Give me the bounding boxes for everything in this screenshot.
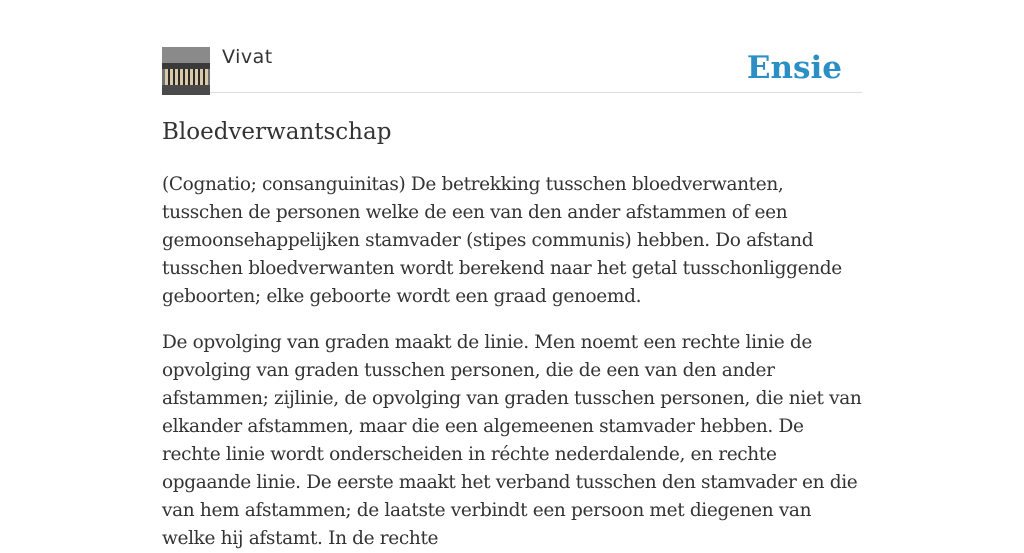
avatar-image (162, 47, 210, 95)
article-title: Bloedverwantschap (162, 119, 392, 145)
author-name[interactable]: Vivat (222, 46, 273, 68)
header (162, 0, 862, 93)
article-paragraph: (Cognatio; consanguinitas) De betrekking tusschen bloedverwanten, tusschen de personen welke de een van den ander afstammen of een gemoonsehappelijken stamvader (stipes communis) hebben. Do afstand tusschen bloedverwanten wordt berekend naar het getal tusschonliggende geboorten; elke geboorte wordt een graad genoemd. (162, 174, 842, 307)
brand-logo[interactable]: Ensie (746, 50, 842, 86)
page-container (162, 0, 862, 553)
author-avatar[interactable] (162, 47, 210, 95)
article-paragraph: De opvolging van graden maakt de linie. Men noemt een rechte linie de opvolging van graden tusschen personen, die de een van den ander afstammen; zijlinie, de opvolging van graden tusschen personen, die niet van elkander afstammen, maar die een algemeenen stamvader hebben. De rechte linie wordt onderscheiden in réchte nederdalende, en rechte opgaande linie. De eerste maakt het verband tusschen den stamvader en die van hem afstammen; de laatste verbindt een persoon met diegenen van welke hij afstamt. In de rechte (162, 332, 862, 549)
